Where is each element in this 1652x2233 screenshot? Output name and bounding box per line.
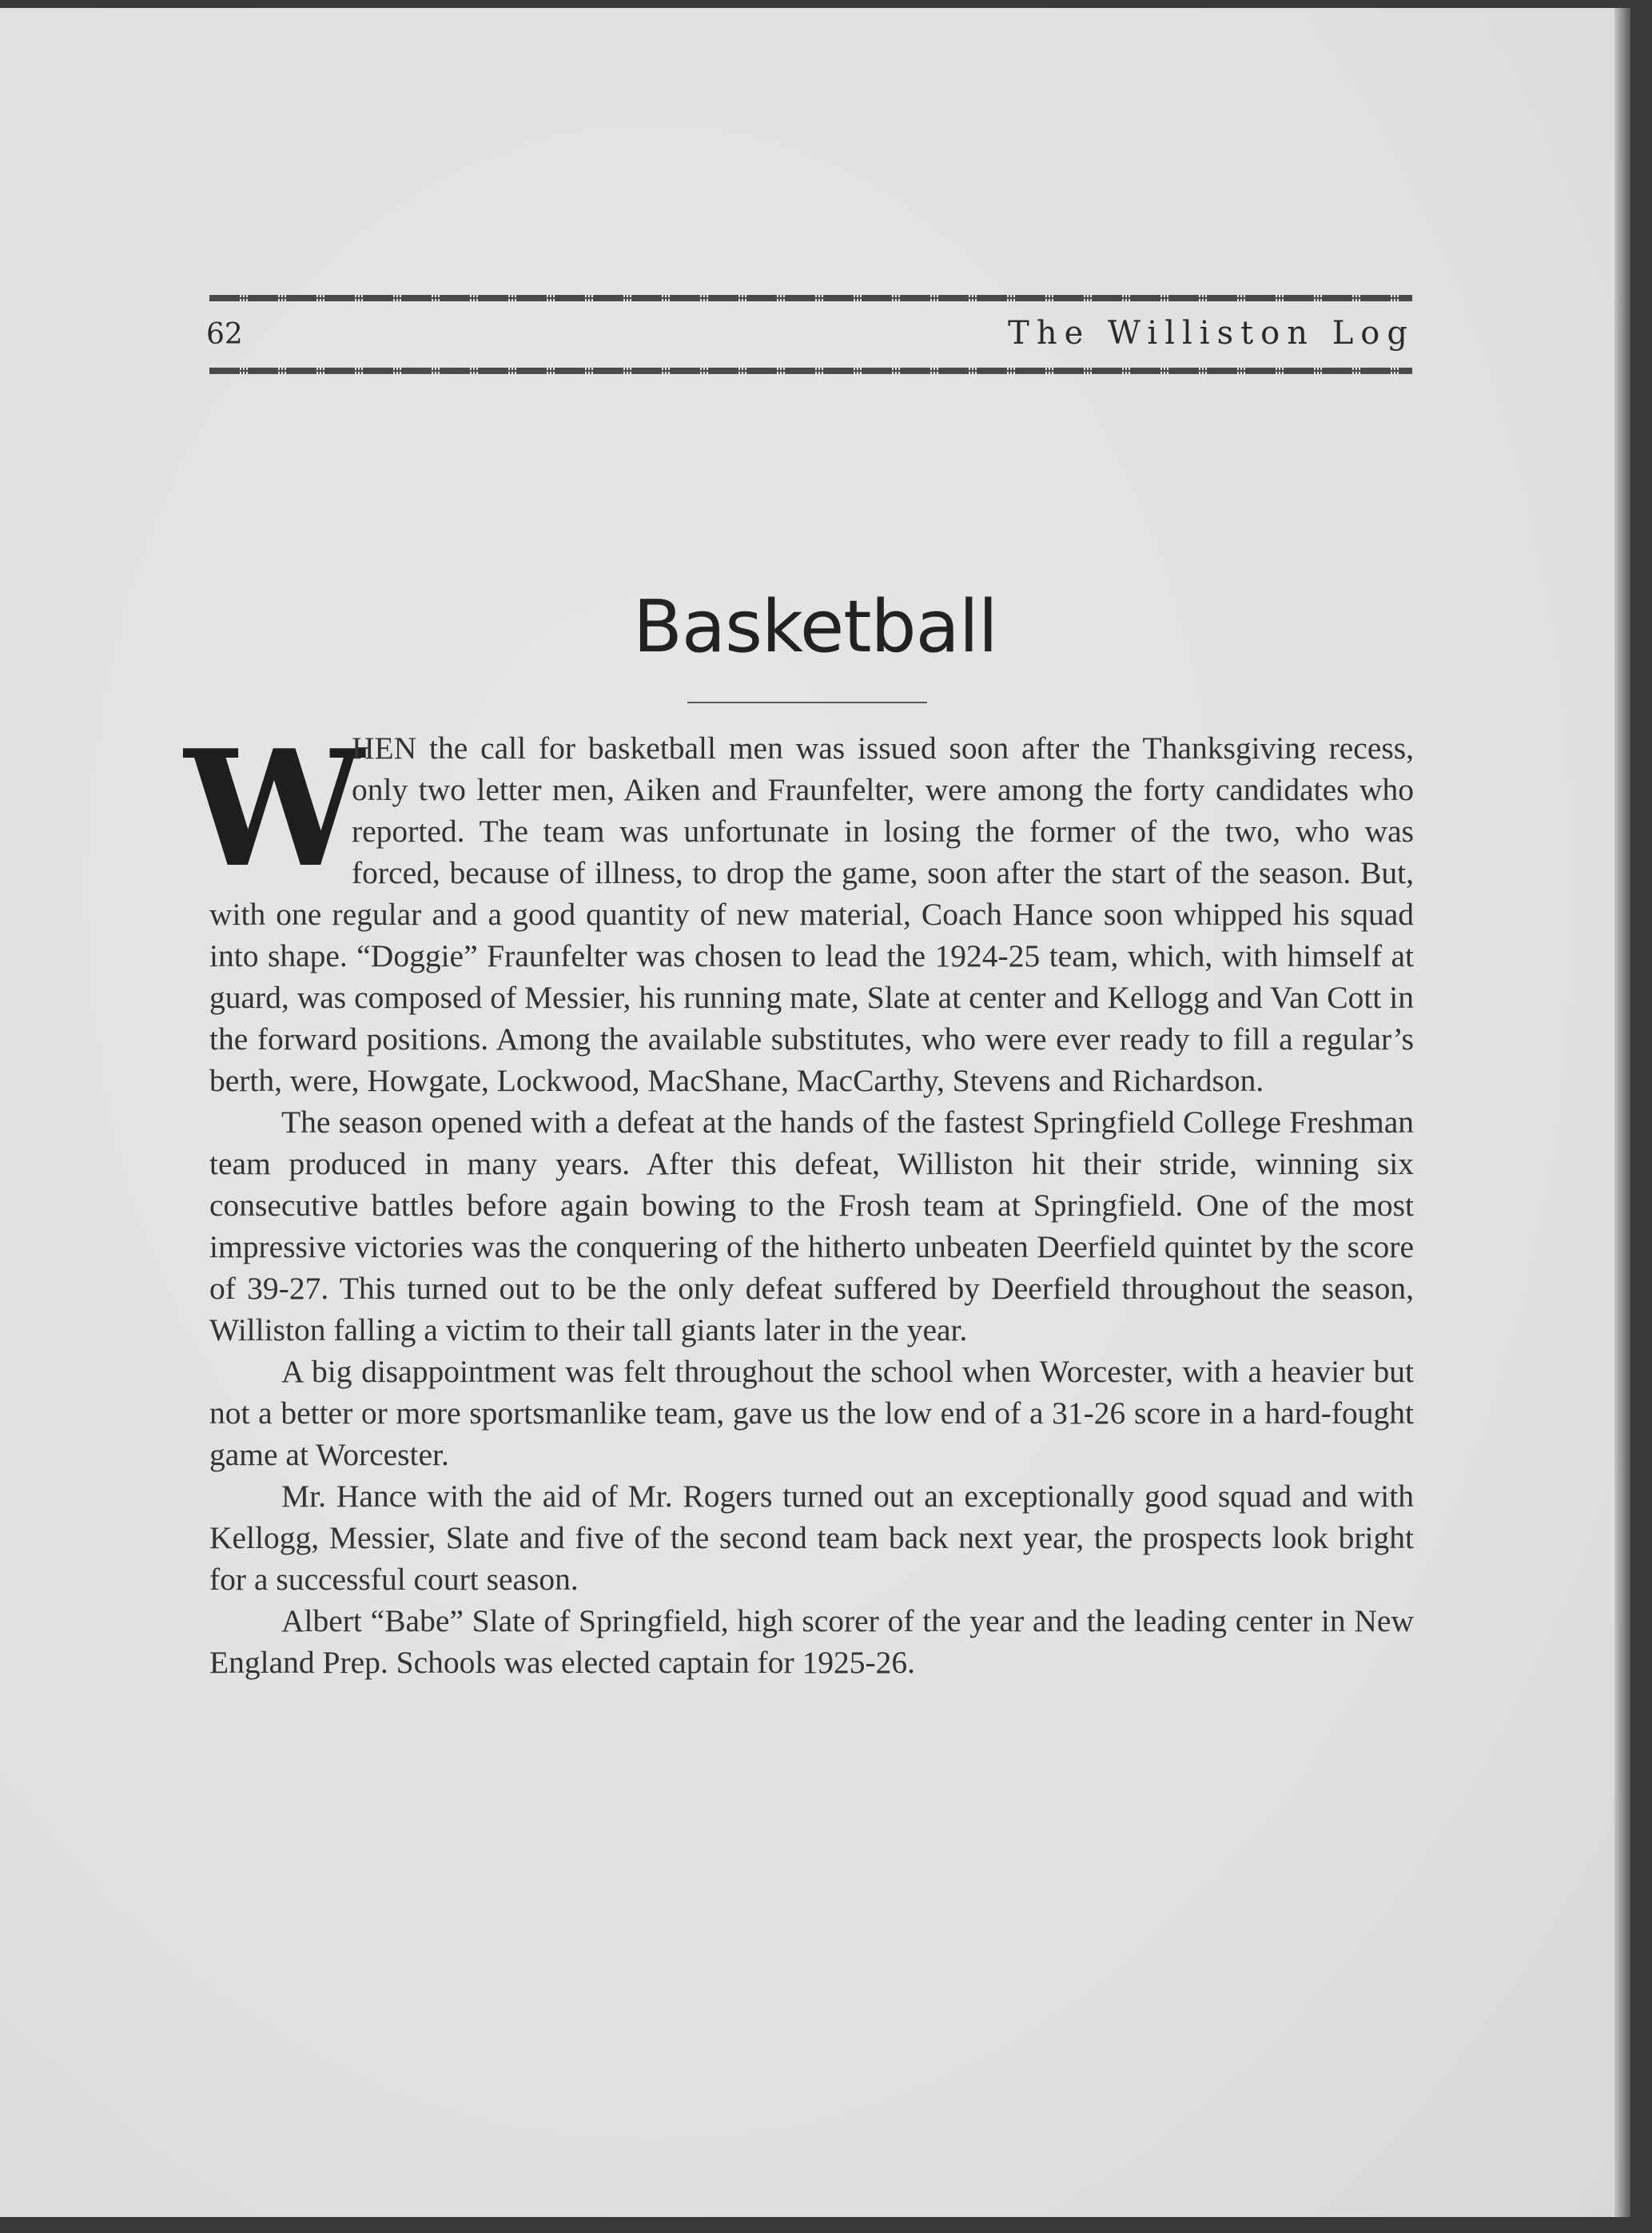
paragraph-4: Mr. Hance with the aid of Mr. Rogers turned out an exceptionally good squad and with Kellogg, Messier, Slate and five of the second team back next year, the prospects look bright for a successful court season. xyxy=(209,1479,1414,1597)
page-number: 62 xyxy=(206,318,243,351)
drop-cap-letter: W xyxy=(184,715,364,903)
header-bottom-rule xyxy=(209,366,1412,376)
header-top-rule xyxy=(209,293,1412,303)
paragraph-3: A big disappointment was felt throughout the school when Worcester, with a heavier but not a better or more sportsmanlike team, gave us the low end of a 31-26 score in a hard-fought game at Worcester. xyxy=(209,1354,1414,1472)
drop-cap-ornament xyxy=(184,715,364,903)
article-title: Basketball xyxy=(633,585,997,669)
running-head: The Williston Log xyxy=(1008,315,1415,352)
page-header xyxy=(206,315,1415,358)
paragraph-2: The season opened with a defeat at the hands of the fastest Springfield College Freshman team produced in many years. After this defeat, Williston hit their stride, winning six consecutive battles before again bowing to the Frosh team at Springfield. One of the most impressive victories was the conquering of the hitherto unbeaten Deerfield quintet by the score of 39-27. This turned out to be the only defeat suffered by Deerfield throughout the season, Williston falling a victim to their tall giants later in the year. xyxy=(209,1105,1414,1347)
book-page xyxy=(0,8,1630,2217)
article-body xyxy=(184,715,1414,1683)
paragraph-text: HEN the call for basketball men was issued soon after the Thanksgiving recess, only two letter men, Aiken and Fraunfelter, were among the forty candidates who reported. The team was unfortunate in losing the former of the two, who was forced, because of illness, to drop the game, soon after the start of the season. But, with one regular and a good quantity of new material, Coach Hance soon whipped his squad into shape. “Doggie” Fraunfelter was chosen to lead the 1924-25 team, which, with himself at guard, was composed of Messier, his running mate, Slate at center and Kellogg and Van Cott in the forward positions. Among the available substitutes, who were ever ready to fill a regular’s berth, were, Howgate, Lockwood, MacShane, MacCarthy, Stevens and Richardson. xyxy=(209,730,1414,1098)
title-underline xyxy=(687,702,927,703)
page-edge-shadow xyxy=(1614,8,1630,2217)
paragraph-5: Albert “Babe” Slate of Springfield, high scorer of the year and the leading center in New England Prep. Schools was elected captain for 1925-26. xyxy=(209,1603,1414,1680)
paragraph-1 xyxy=(184,715,1414,1101)
